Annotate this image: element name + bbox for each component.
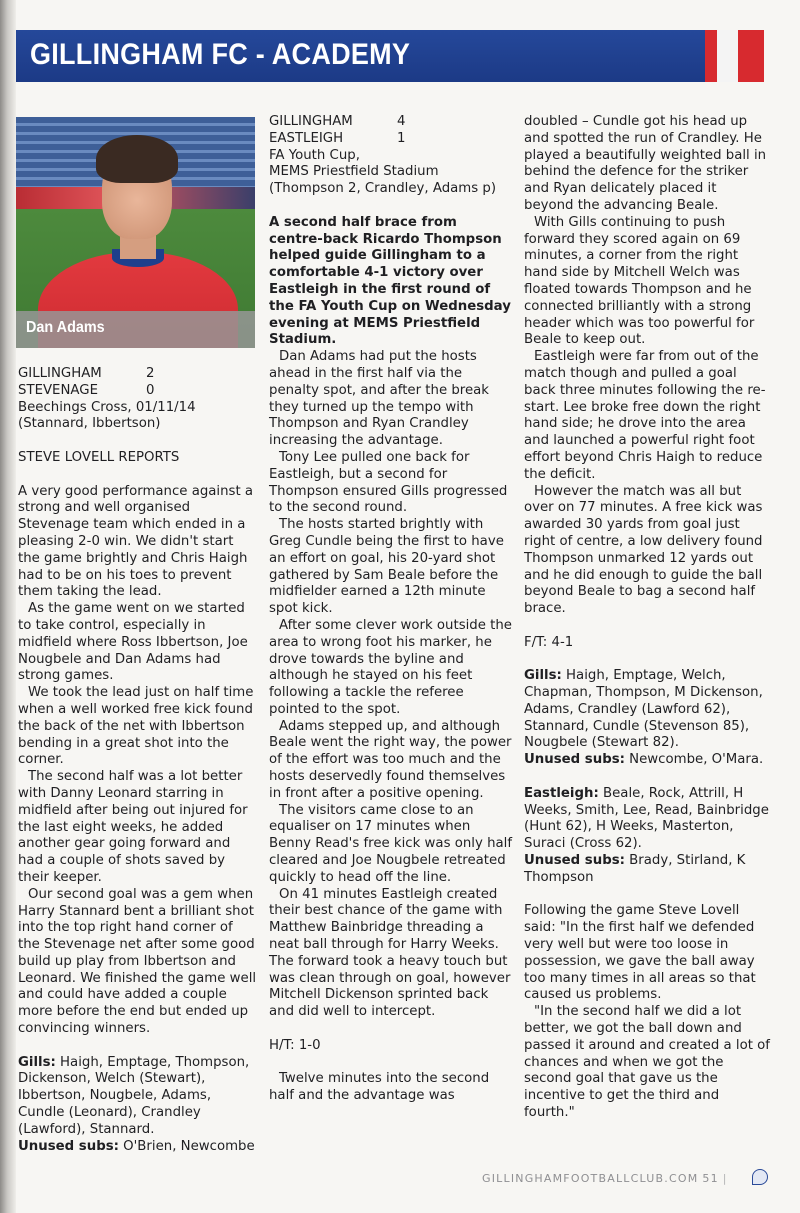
article-paragraph: Twelve minutes into the second half and the advantage was [269,1071,490,1104]
column-left [18,366,258,1155]
score-team: GILLINGHAM [18,366,102,381]
article-paragraph: Tony Lee pulled one back for Eastleigh, but a second for Thompson ensured Gills progressed to the second round. [269,449,508,516]
page-title: GILLINGHAM FC - ACADEMY [30,38,411,71]
page-spine-shadow [0,0,16,1213]
lineup-label: Unused subs: [524,752,625,768]
article-paragraph: Adams stepped up, and although Beale went the right way, the power of the effort was too much and the hosts deservedly found themselves in front after a positive opening. [269,718,512,801]
match-scorers: (Stannard, Ibbertson) [18,416,161,432]
lineup-unused [18,1139,258,1156]
page-number: 51 [702,1172,719,1185]
article-paragraph: The hosts started brightly with Greg Cundle being the first to have an effort on goal, his 20-yard shot gathered by Sam Beale before the midfielder earned a 12th minute spot kick. [269,517,504,617]
lineup-unused [524,853,770,887]
article-paragraph: Eastleigh were far from out of the match though and pulled a goal back three minutes following the re-start. Lee broke free down the right hand side; he drove into the area and launched a powerful right foot effort beyond Chris Haigh to reduce the deficit. [524,349,766,482]
article-paragraph: On 41 minutes Eastleigh created their best chance of the game with Matthew Bainbridge threading a neat ball through for Harry Weeks. The forward took a heavy touch but was clean through on goal, however Mitchell Dickenson sprinted back and did well to intercept. [269,886,511,1020]
lineup-text: Beale, Rock, Attrill, H Weeks, Smith, Lee, Read, Bainbridge (Hunt 62), H Weeks, Masterton, Suraci (Cross 62). [524,785,769,852]
footer-separator: | [722,1172,728,1185]
article-paragraph: However the match was all but over on 77 minutes. A free kick was awarded 30 yards from goal just right of centre, a low delivery found Thompson unmarked 12 yards out and he did enough to guide the ball beyond Beale to bag a second half brace. [524,483,763,617]
banner-stripe-white [717,30,738,82]
lineup-unused [524,752,770,769]
article-paragraph: The second half was a lot better with Danny Leonard starring in midfield after being out injured for the last eight weeks, he added another gear going forward and had a couple of shots saved by their keeper. [18,769,248,885]
full-time-score: F/T: 4-1 [524,634,574,650]
banner-stripe-red-wide [738,30,764,82]
article-paragraph: A very good performance against a strong and well organised Stevenage team which ended in a pleasing 2-0 win. We didn't start the game brightly and Chris Haigh had to be on his toes to prevent them taking the lead. [18,483,254,600]
lineup-label: Unused subs: [18,1138,119,1154]
article-paragraph: After some clever work outside the area to wrong foot his marker, he drove towards the byline and although he stayed on his feet following a tackle the referee pointed to the spot. [269,617,512,717]
lineup-label: Eastleigh: [524,785,599,801]
player-photo [16,117,255,348]
score-goals: 0 [146,382,155,398]
article-quote: "In the second half we did a lot better, we got the ball down and passed it around and created a lot of chances and when we got the second goal that gave us the incentive to get the third and fourth." [524,1004,770,1121]
match-scorers: (Thompson 2, Crandley, Adams p) [269,181,497,197]
article-paragraph: As the game went on we started to take control, especially in midfield where Ross Ibbertson, Joe Nougbele and Dan Adams had strong games. [18,601,248,684]
half-time-score: H/T: 1-0 [269,1037,321,1053]
banner-stripe-red [705,30,717,82]
report-byline: STEVE LOVELL REPORTS [18,449,180,465]
lineup-gills [18,1055,258,1139]
header-banner [16,30,764,82]
lineup-label: Gills: [18,1054,56,1070]
score-goals: 2 [146,366,155,381]
match-venue: MEMS Priestfield Stadium [269,164,439,180]
column-right [524,114,770,1122]
lineup-label: Unused subs: [524,853,625,869]
footer-site: GILLINGHAMFOOTBALLCLUB.COM [482,1172,699,1185]
photo-caption-bar [16,311,255,348]
score-team: STEVENAGE [18,382,98,398]
lineup-text: Haigh, Emptage, Thompson, Dickenson, Welch (Stewart), Ibbertson, Nougbele, Adams, Cundle (Leonard), Crandley (Lawford), Stannard. [18,1054,250,1137]
article-lead: A second half brace from centre-back Ricardo Thompson helped guide Gillingham to a comfortable 4-1 victory over Eastleigh in the first round of the FA Youth Cup on Wednesday evening at MEMS Priestfield Stadium. [269,214,511,348]
column-middle [269,114,514,1105]
photo-caption: Dan Adams [26,319,105,336]
match-venue: Beechings Cross, 01/11/14 [18,399,196,415]
article-paragraph: The visitors came close to an equaliser on 17 minutes when Benny Read's free kick was only half cleared and Joe Nougbele retreated quickly to head off the line. [269,802,513,885]
article-paragraph: Our second goal was a gem when Harry Stannard bent a brilliant shot into the top right hand corner of the Stevenage net after some good build up play from Ibbertson and Leonard. We finished the game well and could have added a couple more before the end but ended up convincing winners. [18,886,257,1037]
lineup-text: Haigh, Emptage, Welch, Chapman, Thompson, M Dickenson, Adams, Crandley (Lawford 62), Stannard, Cundle (Stevenson 85), Nougbele (Stewart 82). [524,668,763,751]
score-row [269,131,514,148]
article-paragraph: We took the lead just on half time when a well worked free kick found the back of the net with Ibbertson bending in a great shot into the corner. [18,685,254,768]
lineup-text: Newcombe, O'Mara. [624,752,764,768]
score-team: EASTLEIGH [269,130,344,146]
article-paragraph: With Gills continuing to push forward they scored again on 69 minutes, a corner from the right hand side by Mitchell Welch was floated towards Thompson and he connected brilliantly with a strong header which was too powerful for Beale to keep out. [524,214,755,348]
article-quote: Following the game Steve Lovell said: "In the first half we defended very well but were too loose in possession, we gave the ball away too many times in all areas so that caused us problems. [524,903,756,1003]
lineup-gills [524,668,770,752]
score-row [18,383,258,400]
score-goals: 1 [397,130,406,146]
article-paragraph: doubled – Cundle got his head up and spotted the run of Crandley. He played a beautifully weighted ball in behind the defence for the striker and Ryan delicately placed it beyond the advancing Beale. [524,114,767,213]
score-row [269,114,514,131]
lineup-eastleigh [524,786,770,853]
score-team: GILLINGHAM [269,114,353,129]
article-paragraph: Dan Adams had put the hosts ahead in the first half via the penalty spot, and after the break they turned up the tempo with Thompson and Ryan Crandley increasing the advantage. [269,349,489,449]
lineup-text: Brady, Stirland, K Thompson [524,853,746,885]
score-goals: 4 [397,114,406,129]
club-crest-icon [752,1169,768,1185]
photo-hair [96,135,178,183]
score-row [18,366,258,383]
lineup-text: O'Brien, Newcombe [118,1138,255,1154]
match-competition: FA Youth Cup, [269,147,360,163]
lineup-label: Gills: [524,668,562,684]
page-footer [482,1172,732,1185]
